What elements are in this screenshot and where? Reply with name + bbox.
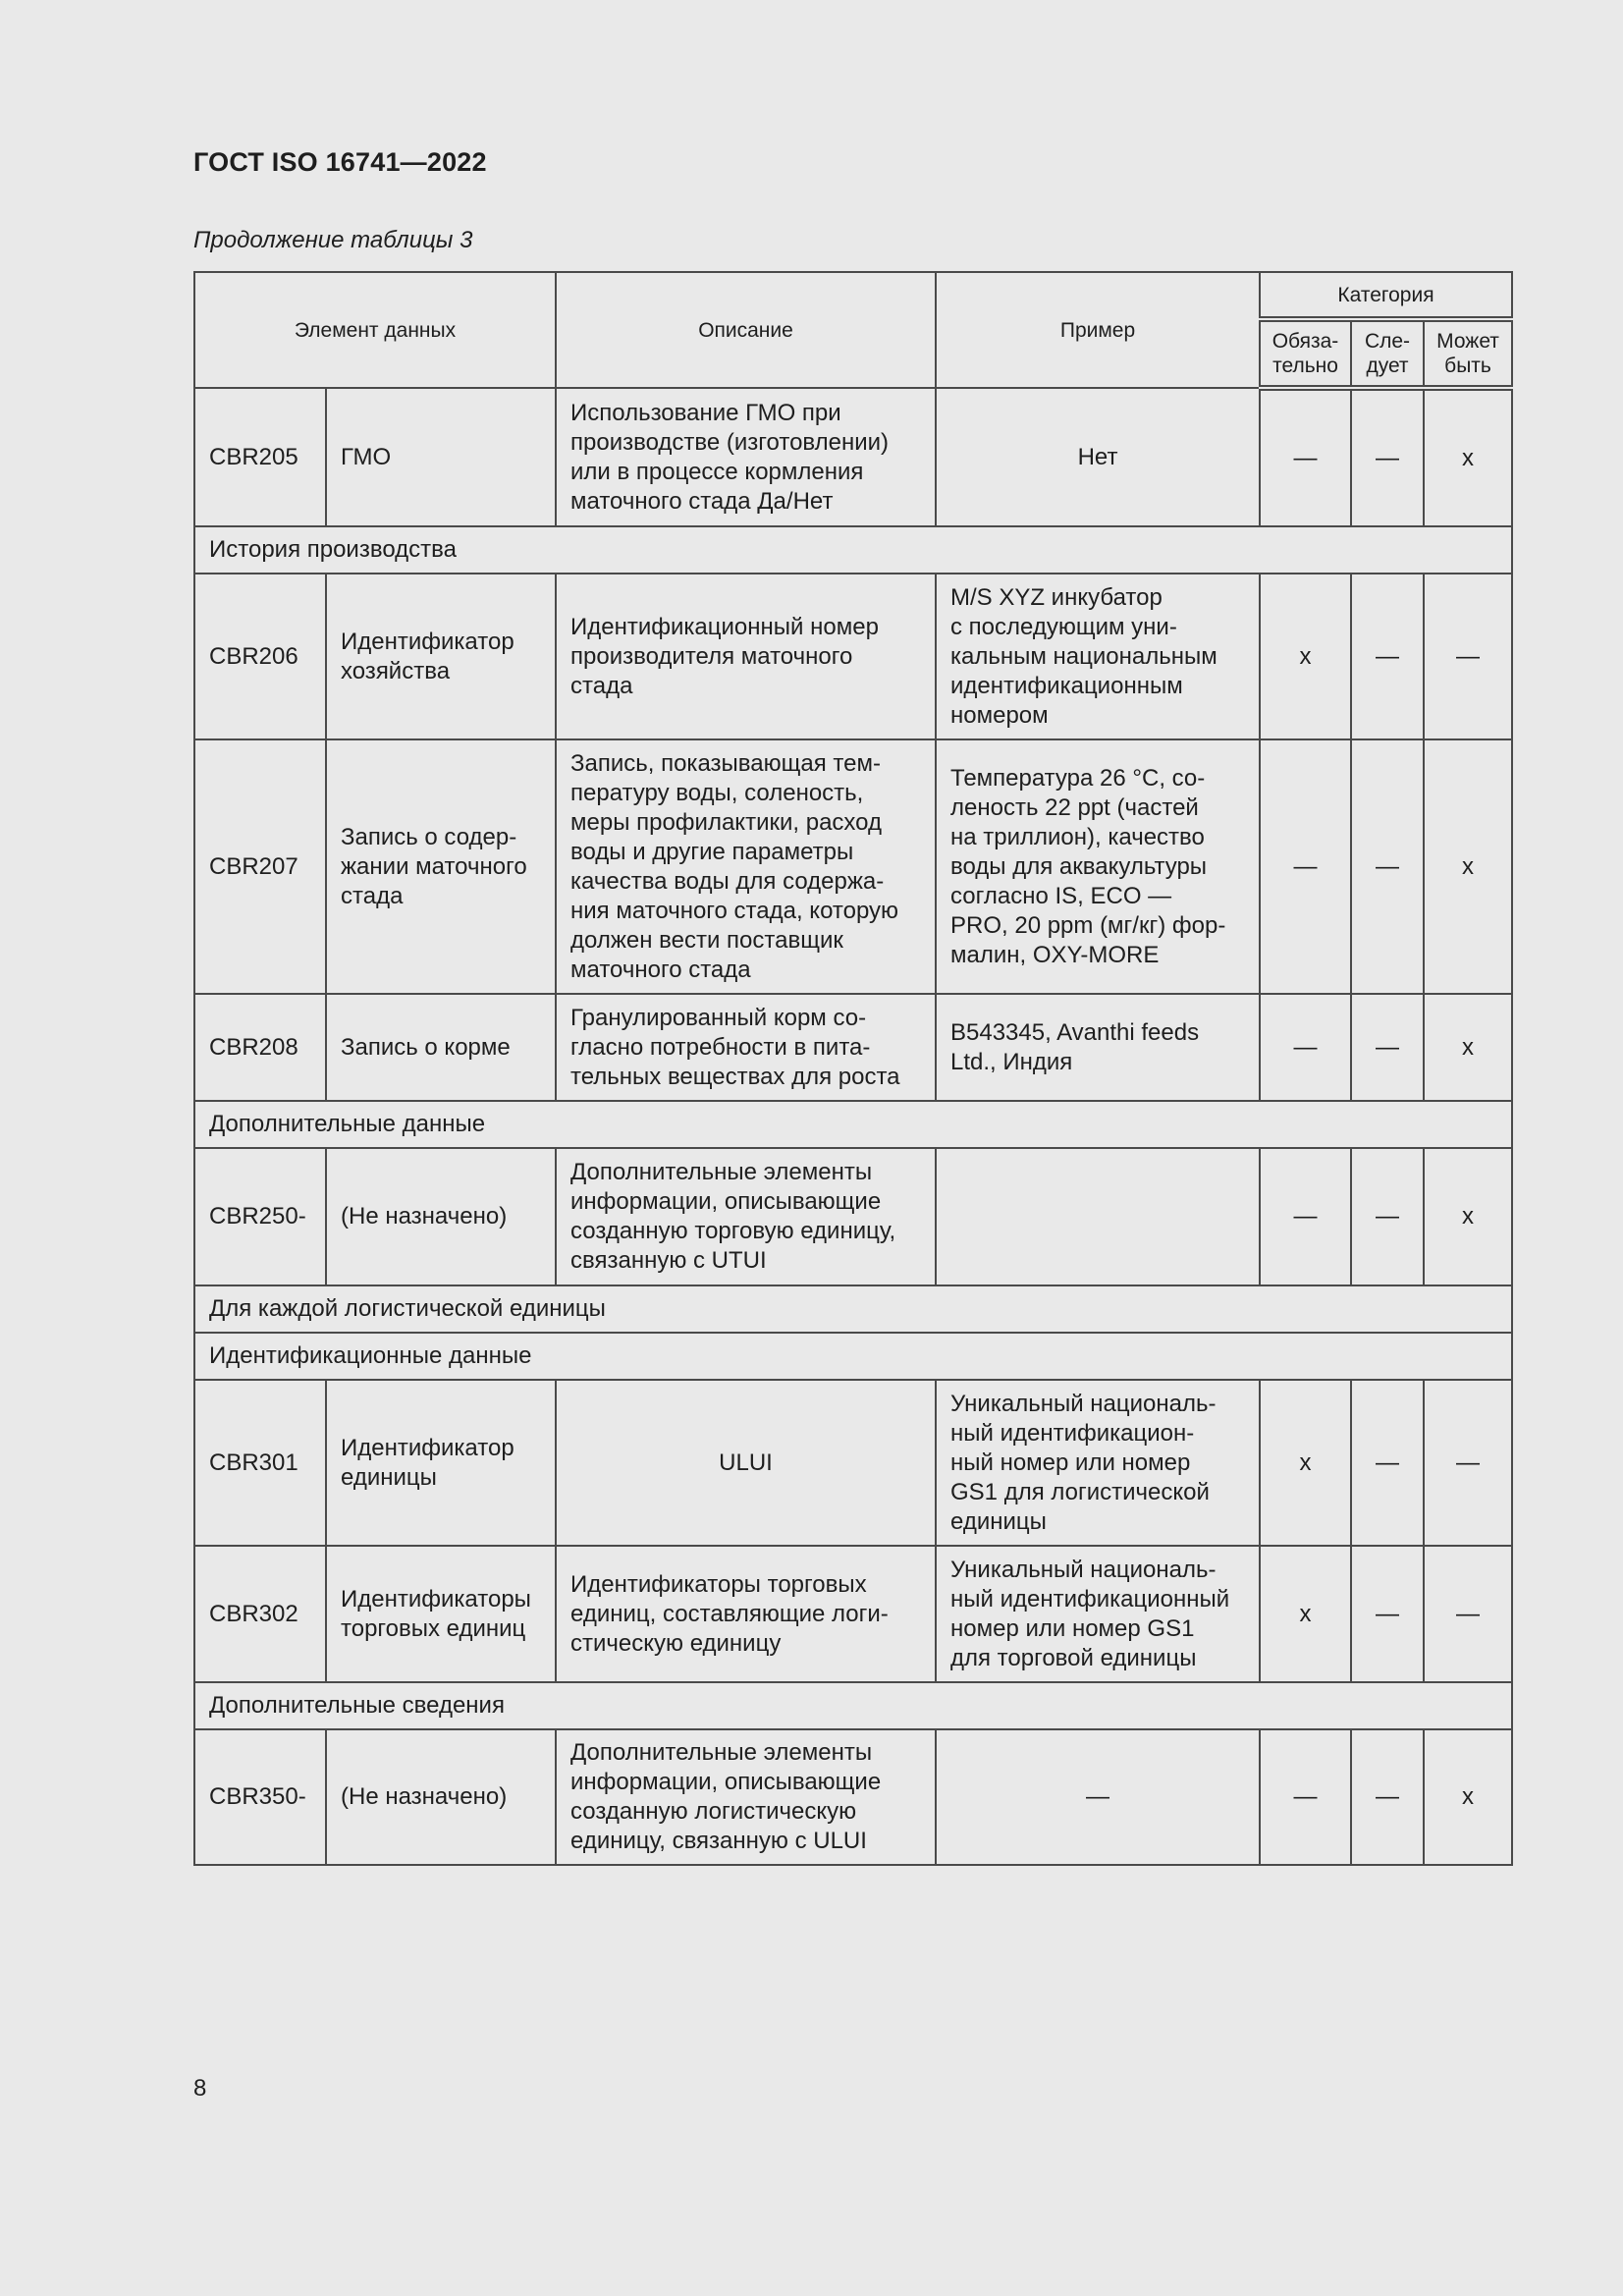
may-mark-cell: x [1424,994,1512,1101]
table-row [194,994,1512,1101]
column-header-should: Сле- дует [1351,319,1424,388]
description-cell: Дополнительные элементы информации, описывающие созданную логистическую единицу, связанную с ULUI [556,1729,936,1865]
mandatory-mark-cell: — [1260,1729,1351,1865]
element-name-cell: Идентификаторы торговых единиц [326,1546,556,1682]
may-mark-cell: x [1424,1148,1512,1285]
example-cell: — [936,1729,1260,1865]
should-mark-cell: — [1351,574,1424,739]
should-mark-cell: — [1351,1380,1424,1546]
section-row [194,526,1512,574]
element-code-cell: CBR250- [194,1148,326,1285]
example-cell: Нет [936,388,1260,526]
may-mark-cell: x [1424,1729,1512,1865]
table-row [194,1729,1512,1865]
should-mark-cell: — [1351,1148,1424,1285]
table-header [194,272,1512,388]
mandatory-mark-cell: x [1260,1546,1351,1682]
element-code-cell: CBR208 [194,994,326,1101]
description-cell: Запись, показывающая тем- пературу воды, соленость, меры профилактики, расход воды и другие параметры качества воды для содержа- ния маточного стада, которую должен вести поставщик маточного стада [556,739,936,994]
element-name-cell: Идентификатор хозяйства [326,574,556,739]
table-row [194,1546,1512,1682]
description-cell: ULUI [556,1380,936,1546]
description-cell: Использование ГМО при производстве (изготовлении) или в процессе кормления маточного стада Да/Нет [556,388,936,526]
mandatory-mark-cell: — [1260,994,1351,1101]
should-mark-cell: — [1351,994,1424,1101]
may-mark-cell: — [1424,574,1512,739]
may-mark-cell: x [1424,739,1512,994]
mandatory-mark-cell: x [1260,1380,1351,1546]
section-row [194,1285,1512,1333]
element-name-cell: (Не назначено) [326,1729,556,1865]
may-mark-cell: — [1424,1380,1512,1546]
should-mark-cell: — [1351,739,1424,994]
element-name-cell: ГМО [326,388,556,526]
example-cell: Уникальный националь- ный идентификационный номер или номер GS1 для торговой единицы [936,1546,1260,1682]
column-header-description: Описание [556,272,936,388]
section-title: История производства [194,526,1512,574]
page-number: 8 [193,2075,207,2102]
table-row [194,739,1512,994]
example-cell: M/S XYZ инкубатор с последующим уни- кальным национальным идентификационным номером [936,574,1260,739]
element-code-cell: CBR207 [194,739,326,994]
column-header-category: Категория [1260,272,1512,319]
column-header-may: Может быть [1424,319,1512,388]
mandatory-mark-cell: x [1260,574,1351,739]
section-title: Дополнительные сведения [194,1682,1512,1729]
element-code-cell: CBR350- [194,1729,326,1865]
description-cell: Идентификационный номер производителя маточного стада [556,574,936,739]
example-cell [936,1148,1260,1285]
section-row [194,1682,1512,1729]
may-mark-cell: x [1424,388,1512,526]
element-name-cell: Запись о корме [326,994,556,1101]
description-cell: Идентификаторы торговых единиц, составляющие логи- стическую единицу [556,1546,936,1682]
element-code-cell: CBR205 [194,388,326,526]
element-code-cell: CBR302 [194,1546,326,1682]
column-header-example: Пример [936,272,1260,388]
table-row [194,574,1512,739]
mandatory-mark-cell: — [1260,1148,1351,1285]
table-row [194,1148,1512,1285]
document-header: ГОСТ ISO 16741—2022 [193,147,487,177]
table-body [194,388,1512,1865]
section-title: Дополнительные данные [194,1101,1512,1148]
element-name-cell: Запись о содер- жании маточного стада [326,739,556,994]
section-title: Для каждой логистической единицы [194,1285,1512,1333]
section-row [194,1101,1512,1148]
description-cell: Дополнительные элементы информации, описывающие созданную торговую единицу, связанную с UTUI [556,1148,936,1285]
column-header-mandatory: Обяза- тельно [1260,319,1351,388]
table-row [194,1380,1512,1546]
table-caption: Продолжение таблицы 3 [193,227,473,253]
may-mark-cell: — [1424,1546,1512,1682]
column-header-element: Элемент данных [194,272,556,388]
element-name-cell: (Не назначено) [326,1148,556,1285]
example-cell: Уникальный националь- ный идентификацион- ный номер или номер GS1 для логистической единицы [936,1380,1260,1546]
mandatory-mark-cell: — [1260,739,1351,994]
should-mark-cell: — [1351,1729,1424,1865]
example-cell: B543345, Avanthi feeds Ltd., Индия [936,994,1260,1101]
section-title: Идентификационные данные [194,1333,1512,1380]
section-row [194,1333,1512,1380]
example-cell: Температура 26 °С, со- леность 22 ppt (частей на триллион), качество воды для аквакультуры согласно IS, ECO — PRO, 20 ppm (мг/кг) фор- малин, OXY-MORE [936,739,1260,994]
mandatory-mark-cell: — [1260,388,1351,526]
element-name-cell: Идентификатор единицы [326,1380,556,1546]
should-mark-cell: — [1351,1546,1424,1682]
element-code-cell: CBR301 [194,1380,326,1546]
description-cell: Гранулированный корм со- гласно потребности в пита- тельных веществах для роста [556,994,936,1101]
element-code-cell: CBR206 [194,574,326,739]
should-mark-cell: — [1351,388,1424,526]
data-elements-table [193,271,1513,1866]
table-row [194,388,1512,526]
